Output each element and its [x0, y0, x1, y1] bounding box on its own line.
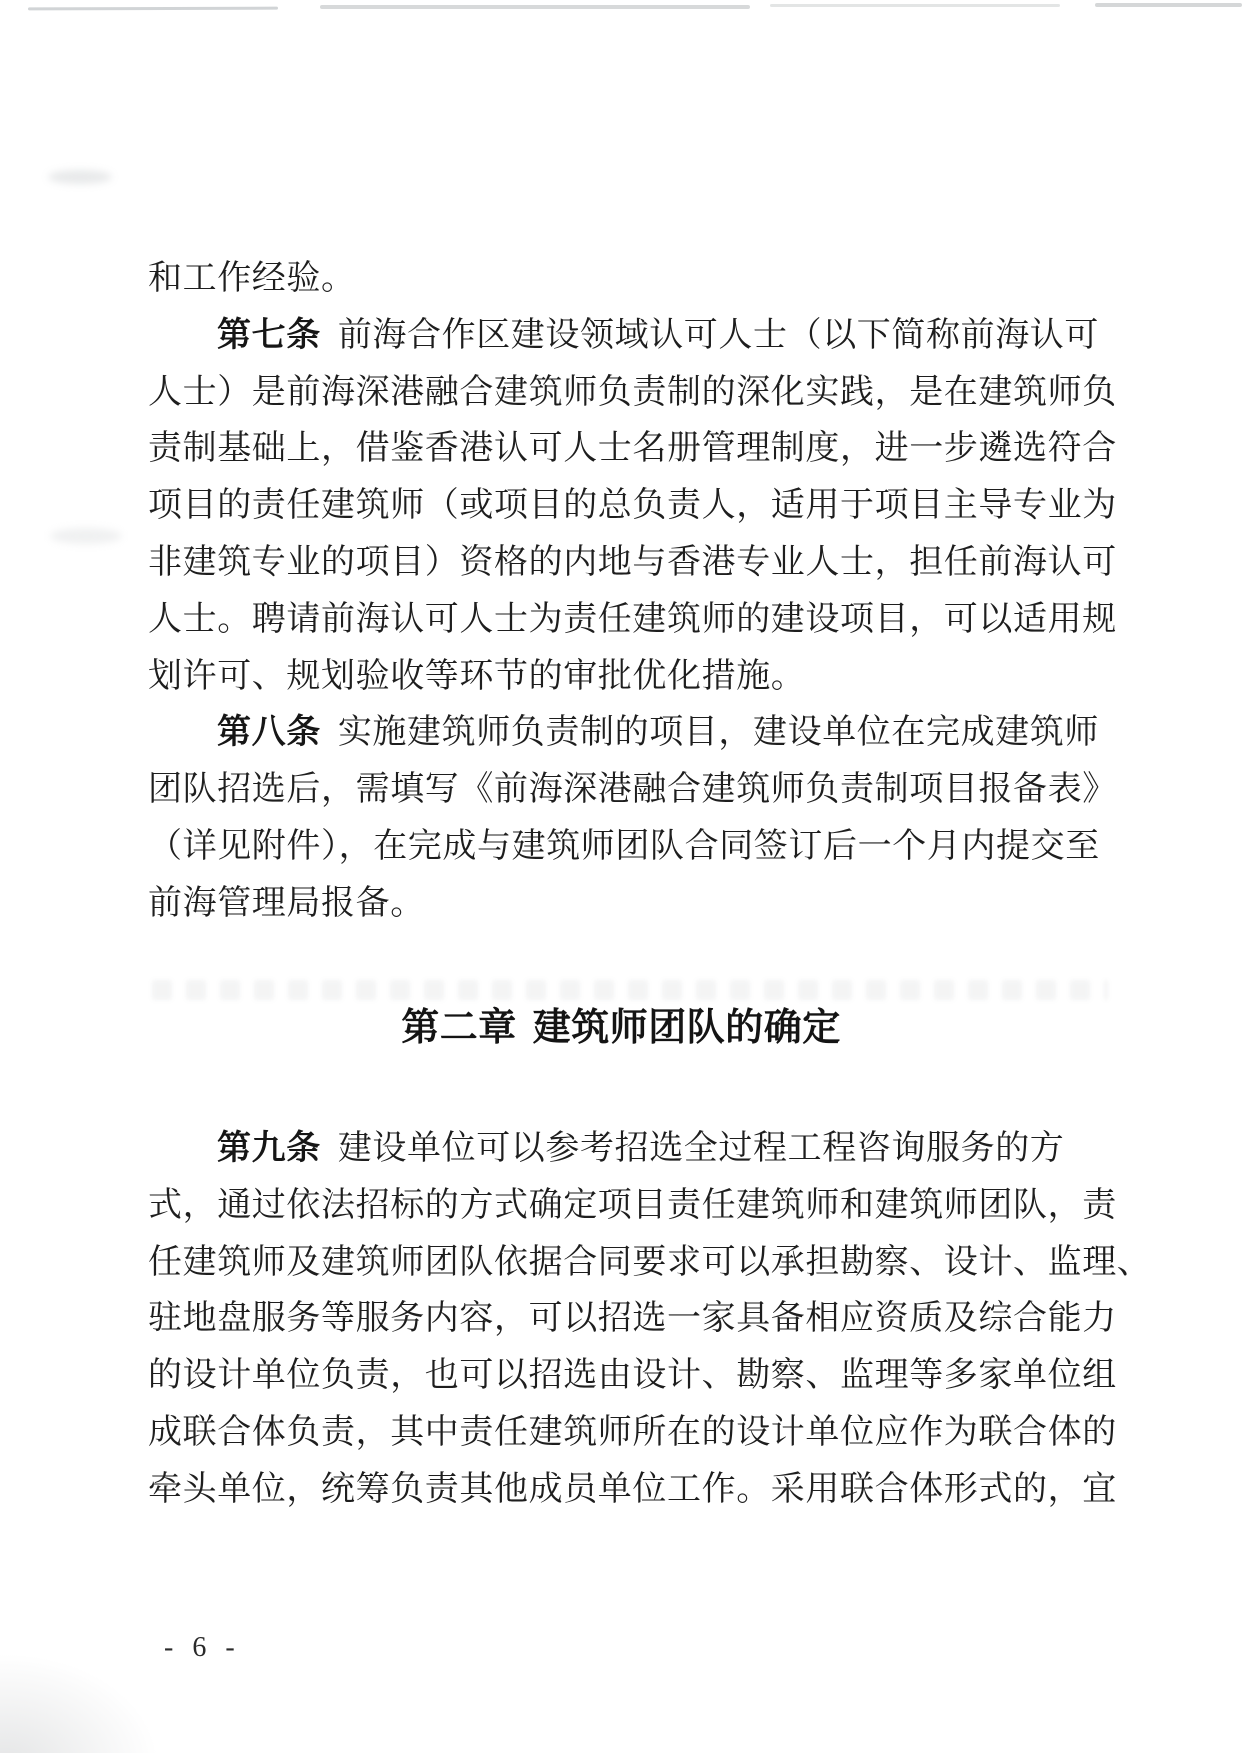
body-line-text: 驻地盘服务等服务内容，可以招选一家具备相应资质及综合能力 [148, 1300, 1117, 1338]
body-line-text: 责制基础上，借鉴香港认可人士名册管理制度，进一步遴选符合 [148, 430, 1117, 468]
scan-corner-shadow [0, 1653, 160, 1753]
body-line-text: 非建筑专业的项目）资格的内地与香港专业人士，担任前海认可 [148, 543, 1117, 581]
article-label: 第八条 [217, 713, 321, 752]
paragraph-block-1 [148, 250, 1148, 932]
chapter-title: 建筑师团队的确定 [532, 1007, 841, 1049]
body-line [148, 534, 1148, 591]
body-line [148, 818, 1148, 875]
body-line [148, 477, 1148, 534]
body-line-text: 团队招选后，需填写《前海深港融合建筑师负责制项目报备表》 [148, 771, 1117, 809]
scan-smudge-artifact [48, 170, 112, 184]
body-line-text: 人士。聘请前海认可人士为责任建筑师的建设项目，可以适用规 [148, 600, 1117, 638]
chapter-heading [0, 1000, 1242, 1056]
body-line-text: 式，通过依法招标的方式确定项目责任建筑师和建筑师团队，责 [148, 1186, 1117, 1224]
body-line-text: 项目的责任建筑师（或项目的总负责人，适用于项目主导专业为 [148, 487, 1117, 525]
bleed-through-ghost-text [152, 980, 1108, 1000]
scan-streak-artifact [28, 7, 278, 11]
body-line [148, 1461, 1148, 1518]
body-line-text: 人士）是前海深港融合建筑师负责制的深化实践，是在建筑师负 [148, 373, 1117, 411]
body-line-text: 任建筑师及建筑师团队依据合同要求可以承担勘察、设计、监理、 [148, 1243, 1152, 1281]
body-line-text: （详见附件），在完成与建筑师团队合同签订后一个月内提交至 [148, 827, 1100, 865]
body-line-text: 的设计单位负责，也可以招选由设计、勘察、监理等多家单位组 [148, 1357, 1117, 1395]
article-label: 第九条 [217, 1129, 321, 1167]
body-line-text: 成联合体负责，其中责任建筑师所在的设计单位应作为联合体的 [148, 1413, 1117, 1451]
body-line [148, 591, 1148, 648]
body-line-text: 和工作经验。 [148, 260, 356, 297]
body-line-text: 前海合作区建设领域认可人士（以下简称前海认可 [337, 316, 1100, 354]
body-line-text: 前海管理局报备。 [148, 884, 425, 922]
paragraph-block-2 [148, 1120, 1152, 1518]
article-label: 第七条 [217, 315, 321, 354]
body-line [148, 1290, 1148, 1347]
body-line-text: 实施建筑师负责制的项目，建设单位在完成建筑师 [337, 714, 1100, 752]
body-line [148, 1347, 1148, 1404]
scan-streak-artifact [320, 5, 750, 9]
body-line [148, 648, 1148, 705]
body-line-text: 建设单位可以参考招选全过程工程咨询服务的方 [337, 1130, 1065, 1167]
body-line-text: 牵头单位，统筹负责其他成员单位工作。采用联合体形式的，宜 [148, 1470, 1117, 1508]
body-line [148, 704, 1148, 761]
body-line [148, 420, 1148, 477]
body-line [148, 1234, 1152, 1291]
scan-streak-artifact [1095, 3, 1242, 7]
body-line [148, 250, 1148, 307]
scan-smudge-artifact [50, 528, 122, 544]
body-line [148, 307, 1148, 364]
page-number: - 6 - [164, 1632, 241, 1663]
body-line [148, 1177, 1148, 1234]
body-line [148, 761, 1148, 818]
body-line [148, 1404, 1148, 1461]
body-line [148, 875, 1148, 932]
scan-streak-artifact [770, 4, 1060, 7]
body-line [148, 364, 1148, 421]
chapter-number: 第二章 [401, 1007, 517, 1049]
body-line [148, 1120, 1148, 1177]
body-line-text: 划许可、规划验收等环节的审批优化措施。 [148, 657, 806, 695]
